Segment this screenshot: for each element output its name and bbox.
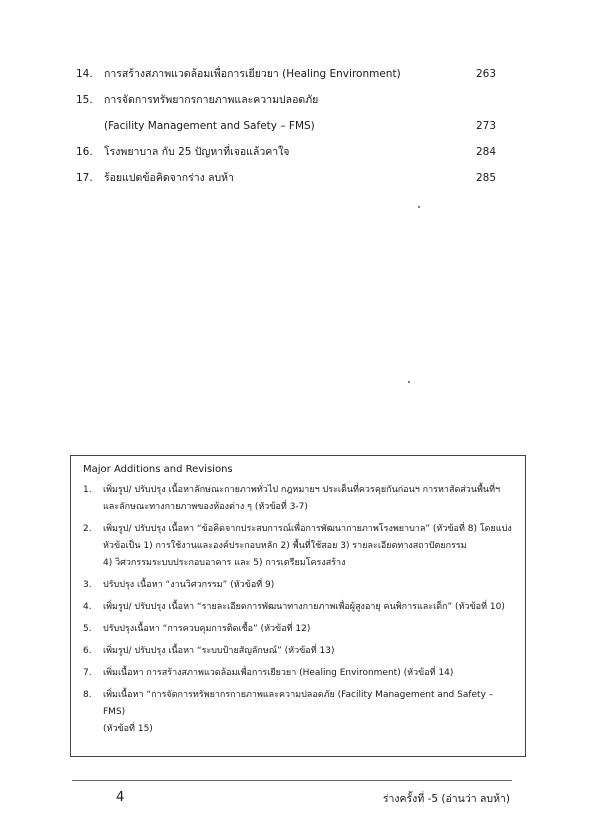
toc-entry-16[interactable] (76, 142, 496, 168)
toc-entry-14[interactable] (76, 64, 496, 90)
revision-number: 2. (83, 524, 92, 534)
revision-item (83, 687, 515, 738)
toc-entry-title: การสร้างสภาพแวดล้อมเพื่อการเยียวยา (Healing Environment) (104, 68, 401, 80)
scan-speck (418, 206, 420, 208)
toc-entry-number: 17. (76, 172, 93, 184)
toc-entry-title: การจัดการทรัพยากรกายภาพและความปลอดภัย (104, 94, 319, 106)
footer-divider (72, 780, 512, 781)
revision-number: 1. (83, 485, 92, 495)
toc-entry-15[interactable] (76, 90, 496, 116)
revision-text: เพิ่มรูป/ ปรับปรุง เนื้อหาลักษณะกายภาพทั่วไป กฎหมายฯ ประเด็นที่ควรคุยกันก่อนฯ การหาสัดส่วนพื้นที่ฯ (103, 485, 501, 495)
revision-text: เพิ่มรูป/ ปรับปรุง เนื้อหา “รายละเอียดการพัฒนาทางกายภาพเพื่อผู้สูงอายุ คนพิการและเด็ก” (หัวข้อที่ 10) (103, 602, 505, 612)
table-of-contents (76, 64, 496, 194)
toc-entry-number: 16. (76, 146, 93, 158)
revision-number: 3. (83, 580, 92, 590)
scan-speck (408, 381, 410, 383)
revision-item (83, 599, 515, 616)
revision-number: 5. (83, 624, 92, 634)
toc-entry-title-continued: (Facility Management and Safety – FMS) (104, 120, 315, 132)
revision-item (83, 643, 515, 660)
revision-text: เพิ่มรูป/ ปรับปรุง เนื้อหา “ข้อคิดจากประสบการณ์เพื่อการพัฒนากายภาพโรงพยาบาล” (หัวข้อที่ 8) โดยแบ่ง (103, 524, 512, 534)
toc-entry-number: 14. (76, 68, 93, 80)
revision-item (83, 482, 515, 516)
revisions-box (70, 455, 526, 757)
revision-number: 8. (83, 690, 92, 700)
revision-number: 4. (83, 602, 92, 612)
revision-text: และลักษณะทางกายภาพของห้องต่าง ๆ (หัวข้อที่ 3-7) (103, 502, 308, 512)
toc-entry-page: 273 (475, 120, 496, 132)
revisions-list (83, 482, 515, 738)
toc-entry-17[interactable] (76, 168, 496, 194)
revisions-title: Major Additions and Revisions (83, 464, 233, 475)
revision-number: 6. (83, 646, 92, 656)
revision-text: เพิ่มเนื้อหา “การจัดการทรัพยากรกายภาพและความปลอดภัย (Facility Management and Safety – FMS) (103, 690, 494, 717)
toc-entry-page: 285 (475, 172, 496, 184)
revision-item (83, 621, 515, 638)
revision-text: เพิ่มเนื้อหา การสร้างสภาพแวดล้อมเพื่อการเยียวยา (Healing Environment) (หัวข้อที่ 14) (103, 668, 454, 678)
toc-entry-title: ร้อยแปดข้อคิดจากร่าง ลบห้า (104, 172, 234, 184)
draft-version-note: ร่างครั้งที่ -5 (อ่านว่า ลบห้า) (382, 793, 510, 805)
revision-text: ปรับปรุง เนื้อหา “งานวิศวกรรม” (หัวข้อที่ 9) (103, 580, 275, 590)
revision-number: 7. (83, 668, 92, 678)
revision-item (83, 521, 515, 572)
toc-entry-number: 15. (76, 94, 93, 106)
toc-entry-page: 284 (475, 146, 496, 158)
revision-text: ปรับปรุงเนื้อหา “การควบคุมการติดเชื้อ” (หัวข้อที่ 12) (103, 624, 311, 634)
toc-entry-15-continued[interactable] (76, 116, 496, 142)
toc-entry-title: โรงพยาบาล กับ 25 ปัญหาที่เจอแล้วคาใจ (104, 146, 290, 158)
revision-text: (หัวข้อที่ 15) (103, 724, 153, 734)
toc-entry-page: 263 (475, 68, 496, 80)
revision-item (83, 665, 515, 682)
revision-text: หัวข้อเป็น 1) การใช้งานและองค์ประกอบหลัก 2) พื้นที่ใช้สอย 3) รายละเอียดทางสถาปัตยกรรม (103, 541, 467, 551)
revision-text: 4) วิศวกรรมระบบประกอบอาคาร และ 5) การเตรียมโครงสร้าง (103, 558, 346, 568)
revision-item (83, 577, 515, 594)
page-number: 4 (116, 790, 125, 805)
revision-text: เพิ่มรูป/ ปรับปรุง เนื้อหา “ระบบป้ายสัญลักษณ์” (หัวข้อที่ 13) (103, 646, 335, 656)
